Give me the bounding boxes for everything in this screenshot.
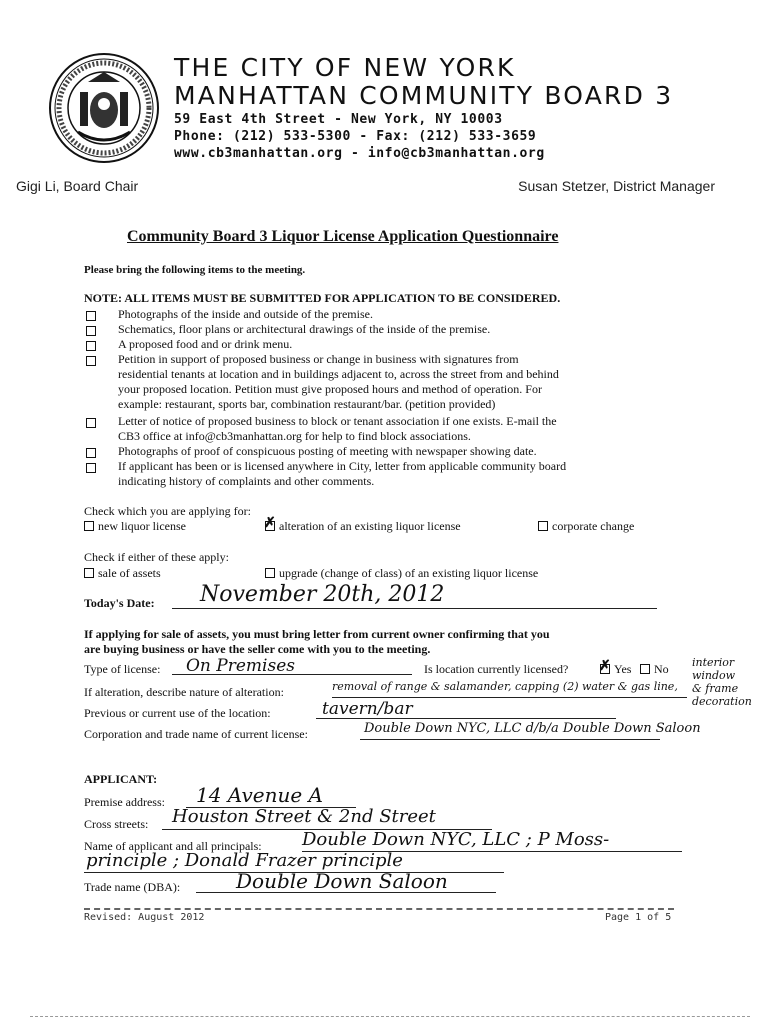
corp-line: [360, 739, 660, 740]
checkbox-item-3[interactable]: [86, 341, 96, 351]
form-title: Community Board 3 Liquor License Application Questionnaire: [127, 228, 559, 245]
type-label: Type of license:: [84, 662, 161, 676]
submission-note: NOTE: ALL ITEMS MUST BE SUBMITTED FOR APPLICATION TO BE CONSIDERED.: [84, 291, 561, 305]
district-manager: Susan Stetzer, District Manager: [518, 178, 715, 194]
checkbox-item-2[interactable]: [86, 326, 96, 336]
trade-field[interactable]: Double Down Saloon: [236, 869, 448, 893]
scan-edge: [30, 1016, 750, 1017]
checkbox-item-7[interactable]: [86, 463, 96, 473]
list-item: Schematics, floor plans or architectural drawings of the inside of the premise.: [118, 322, 491, 336]
alteration-line: [332, 697, 687, 698]
header-phone: Phone: (212) 533-5300 - Fax: (212) 533-3659: [174, 129, 537, 144]
sale-note-1: If applying for sale of assets, you must bring letter from current owner confirming that you: [84, 627, 550, 641]
list-item: residential tenants at location and in buildings adjacent to, across the street from and behind: [118, 367, 559, 381]
checkbox-item-1[interactable]: [86, 311, 96, 321]
option-sale-of-assets[interactable]: sale of assets: [84, 566, 161, 581]
checkbox[interactable]: [84, 568, 94, 578]
date-field[interactable]: November 20th, 2012: [200, 582, 445, 607]
premise-field[interactable]: 14 Avenue A: [196, 783, 323, 807]
principals-field-2[interactable]: principle ; Donald Frazer principle: [86, 850, 403, 871]
date-label: Today's Date:: [84, 596, 155, 610]
revised-date: Revised: August 2012: [84, 912, 205, 923]
cross-label: Cross streets:: [84, 817, 149, 831]
board-chair: Gigi Li, Board Chair: [16, 178, 139, 194]
corp-label: Corporation and trade name of current license:: [84, 727, 308, 741]
list-item: example: restaurant, sports bar, combination restaurant/bar. (petition provided): [118, 397, 496, 411]
checkbox-item-6[interactable]: [86, 448, 96, 458]
checkbox[interactable]: [265, 568, 275, 578]
list-item: Petition in support of proposed business or change in business with signatures from: [118, 352, 519, 366]
licensed-no[interactable]: No: [640, 662, 669, 677]
checkbox-checked[interactable]: ✗: [599, 659, 611, 674]
trade-label: Trade name (DBA):: [84, 880, 181, 894]
cross-field[interactable]: Houston Street & 2nd Street: [172, 806, 436, 827]
corp-field[interactable]: Double Down NYC, LLC d/b/a Double Down Saloon: [364, 721, 701, 736]
list-item: your proposed location. Petition must give proposed hours and method of operation. For: [118, 382, 542, 396]
page-number: Page 1 of 5: [605, 912, 672, 923]
header-web: www.cb3manhattan.org - info@cb3manhattan.org: [174, 146, 545, 161]
licensed-yes[interactable]: ✗ Yes: [599, 659, 632, 676]
list-item: Letter of notice of proposed business to block or tenant association if one exists. E-mail the: [118, 414, 557, 428]
either-label: Check if either of these apply:: [84, 550, 229, 564]
list-item: A proposed food and or drink menu.: [118, 337, 293, 351]
list-item: indicating history of complaints and other comments.: [118, 474, 375, 488]
sale-note-2: are buying business or have the seller come with you to the meeting.: [84, 642, 431, 656]
option-upgrade[interactable]: upgrade (change of class) of an existing liquor license: [265, 566, 538, 581]
option-corporate-change[interactable]: corporate change: [538, 519, 634, 534]
header-city: THE CITY OF NEW YORK: [174, 53, 516, 82]
principals-field[interactable]: Double Down NYC, LLC ; P Moss-: [302, 829, 610, 850]
bring-note: Please bring the following items to the meeting.: [84, 264, 306, 276]
alteration-field[interactable]: removal of range & salamander, capping (2) water & gas line,: [332, 680, 678, 693]
applying-label: Check which you are applying for:: [84, 504, 251, 518]
option-new-license[interactable]: new liquor license: [84, 519, 186, 534]
type-field[interactable]: On Premises: [186, 656, 295, 676]
list-item: Photographs of the inside and outside of the premise.: [118, 307, 373, 321]
checkbox[interactable]: [538, 521, 548, 531]
alteration-label: If alteration, describe nature of alteration:: [84, 685, 284, 699]
previous-label: Previous or current use of the location:: [84, 706, 271, 720]
footer-rule: [84, 908, 674, 910]
premise-label: Premise address:: [84, 795, 165, 809]
date-line: [172, 608, 657, 609]
list-item: CB3 office at info@cb3manhattan.org for help to find block associations.: [118, 429, 471, 443]
header-board: MANHATTAN COMMUNITY BOARD 3: [174, 81, 674, 110]
checkbox[interactable]: [640, 664, 650, 674]
checkbox[interactable]: [84, 521, 94, 531]
checkbox-item-5[interactable]: [86, 418, 96, 428]
city-seal-logo: [48, 52, 160, 164]
margin-note: interior window & frame decoration: [692, 656, 752, 708]
checkbox-checked[interactable]: ✗: [264, 516, 276, 531]
option-alteration[interactable]: ✗ alteration of an existing liquor license: [264, 516, 461, 533]
principals-label: Name of applicant and all principals:: [84, 839, 262, 853]
previous-field[interactable]: tavern/bar: [322, 699, 413, 719]
list-item: Photographs of proof of conspicuous posting of meeting with newspaper showing date.: [118, 444, 537, 458]
list-item: If applicant has been or is licensed anywhere in City, letter from applicable community board: [118, 459, 567, 473]
header-address: 59 East 4th Street - New York, NY 10003: [174, 112, 503, 127]
checkbox-item-4[interactable]: [86, 356, 96, 366]
applicant-heading: APPLICANT:: [84, 772, 158, 786]
licensed-question: Is location currently licensed?: [424, 662, 569, 676]
